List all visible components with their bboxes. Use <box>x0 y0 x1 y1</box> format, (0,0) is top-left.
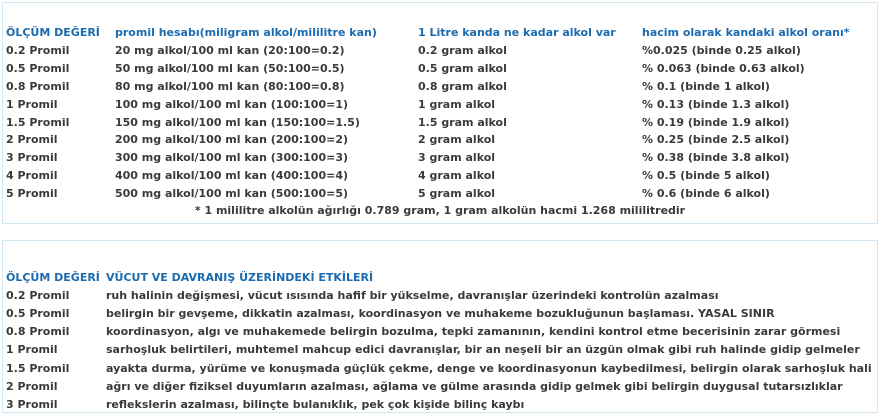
cell-effect: belirgin bir gevşeme, dikkatin azalması, koordinasyon ve muhakeme bozukluğunun başlaması. YASAL SINIR <box>106 306 775 320</box>
table-row <box>6 131 850 149</box>
cell-grams: 1.5 gram alkol <box>418 115 507 129</box>
cell-measure: 0.8 Promil <box>6 325 70 339</box>
cell-grams: 1 gram alkol <box>418 97 496 111</box>
cell-grams: 5 gram alkol <box>418 186 496 200</box>
cell-calc: 150 mg alkol/100 ml kan (150:100=1.5) <box>115 115 360 129</box>
cell-calc: 400 mg alkol/100 ml kan (400:100=4) <box>115 168 349 182</box>
cell-ratio: % 0.5 (binde 5 alkol) <box>642 168 770 182</box>
cell-measure: 0.2 Promil <box>6 288 70 302</box>
effects-table <box>6 268 872 414</box>
table-row <box>6 359 872 377</box>
table-row <box>6 42 850 60</box>
cell-calc: 100 mg alkol/100 ml kan (100:100=1) <box>115 97 349 111</box>
cell-measure: 1.5 Promil <box>6 361 70 375</box>
cell-grams: 4 gram alkol <box>418 168 496 182</box>
col-header-effects: VÜCUT VE DAVRANIŞ ÜZERİNDEKİ ETKİLERİ <box>106 270 374 284</box>
table-row <box>6 149 850 167</box>
table-row <box>6 377 872 395</box>
cell-measure: 0.5 Promil <box>6 306 70 320</box>
table-row <box>6 95 850 113</box>
cell-measure: 1 Promil <box>6 343 58 357</box>
table-row <box>6 184 850 202</box>
cell-calc: 500 mg alkol/100 ml kan (500:100=5) <box>115 186 349 200</box>
cell-measure: 3 Promil <box>6 397 58 411</box>
table-row <box>6 304 872 322</box>
col-header-promil-calc: promil hesabı(miligram alkol/mililitre kan) <box>115 25 377 39</box>
table-row <box>6 395 872 413</box>
cell-ratio: % 0.13 (binde 1.3 alkol) <box>642 97 790 111</box>
cell-measure: 0.5 Promil <box>6 62 70 76</box>
cell-calc: 20 mg alkol/100 ml kan (20:100=0.2) <box>115 44 345 58</box>
cell-effect: sarhoşluk belirtileri, muhtemel mahcup edici davranışlar, bir an neşeli bir an üzgün olmak gibi ruh halinde gidip gelmeler <box>106 343 860 357</box>
table-row <box>6 60 850 78</box>
cell-measure: 3 Promil <box>6 151 58 165</box>
cell-ratio: % 0.25 (binde 2.5 alkol) <box>642 133 790 147</box>
table-row <box>6 323 872 341</box>
table-row <box>6 113 850 131</box>
table-row <box>6 341 872 359</box>
cell-measure: 0.2 Promil <box>6 44 70 58</box>
cell-measure: 2 Promil <box>6 379 58 393</box>
col-header-measure: ÖLÇÜM DEĞERİ <box>6 270 100 284</box>
table-row <box>6 167 850 185</box>
cell-ratio: % 0.6 (binde 6 alkol) <box>642 186 770 200</box>
cell-grams: 0.2 gram alkol <box>418 44 507 58</box>
cell-effect: koordinasyon, algı ve muhakemede belirgin bozulma, tepki zamanının, kendini kontrol etme becerisinin zarar görmesi <box>106 325 841 339</box>
alcohol-ratio-panel <box>2 2 878 224</box>
cell-effect: ruh halinin değişmesi, vücut ısısında hafif bir yükselme, davranışlar üzerindeki kontrolün azalması <box>106 288 719 302</box>
cell-calc: 200 mg alkol/100 ml kan (200:100=2) <box>115 133 349 147</box>
cell-measure: 1.5 Promil <box>6 115 70 129</box>
table-row <box>6 78 850 96</box>
col-header-grams-per-liter: 1 Litre kanda ne kadar alkol var <box>418 25 616 39</box>
cell-measure: 2 Promil <box>6 133 58 147</box>
cell-ratio: %0.025 (binde 0.25 alkol) <box>642 44 801 58</box>
col-header-volume-ratio: hacim olarak kandaki alkol oranı* <box>642 25 850 39</box>
cell-ratio: % 0.19 (binde 1.9 alkol) <box>642 115 790 129</box>
cell-effect: ayakta durma, yürüme ve konuşmada güçlük çekme, denge ve koordinasyonun kaybedilmesi, belirgin olarak sarhoşluk hali <box>106 361 872 375</box>
cell-measure: 5 Promil <box>6 186 58 200</box>
cell-grams: 0.8 gram alkol <box>418 79 507 93</box>
cell-measure: 0.8 Promil <box>6 79 70 93</box>
cell-ratio: % 0.38 (binde 3.8 alkol) <box>642 151 790 165</box>
cell-calc: 80 mg alkol/100 ml kan (80:100=0.8) <box>115 79 345 93</box>
cell-grams: 2 gram alkol <box>418 133 496 147</box>
cell-effect: ağrı ve diğer fiziksel duyumların azalması, ağlama ve gülme arasında gidip gelmek gibi belirgin duygusal tutarsızlıklar <box>106 379 843 393</box>
table-header-row <box>6 22 850 42</box>
cell-calc: 300 mg alkol/100 ml kan (300:100=3) <box>115 151 349 165</box>
footnote: * 1 mililitre alkolün ağırlığı 0.789 gram, 1 gram alkolün hacmi 1.268 mililitredir <box>194 204 686 217</box>
cell-effect: reflekslerin azalması, bilinçte bulanıklık, pek çok kişide bilinç kaybı <box>106 397 525 411</box>
cell-calc: 50 mg alkol/100 ml kan (50:100=0.5) <box>115 62 345 76</box>
cell-ratio: % 0.063 (binde 0.63 alkol) <box>642 62 805 76</box>
cell-measure: 4 Promil <box>6 168 58 182</box>
cell-ratio: % 0.1 (binde 1 alkol) <box>642 79 770 93</box>
table-header-row <box>6 268 872 286</box>
cell-measure: 1 Promil <box>6 97 58 111</box>
cell-grams: 3 gram alkol <box>418 151 496 165</box>
effects-panel <box>2 240 878 413</box>
alcohol-ratio-table <box>6 22 850 202</box>
cell-grams: 0.5 gram alkol <box>418 62 507 76</box>
table-row <box>6 286 872 304</box>
col-header-measure: ÖLÇÜM DEĞERİ <box>6 25 100 39</box>
